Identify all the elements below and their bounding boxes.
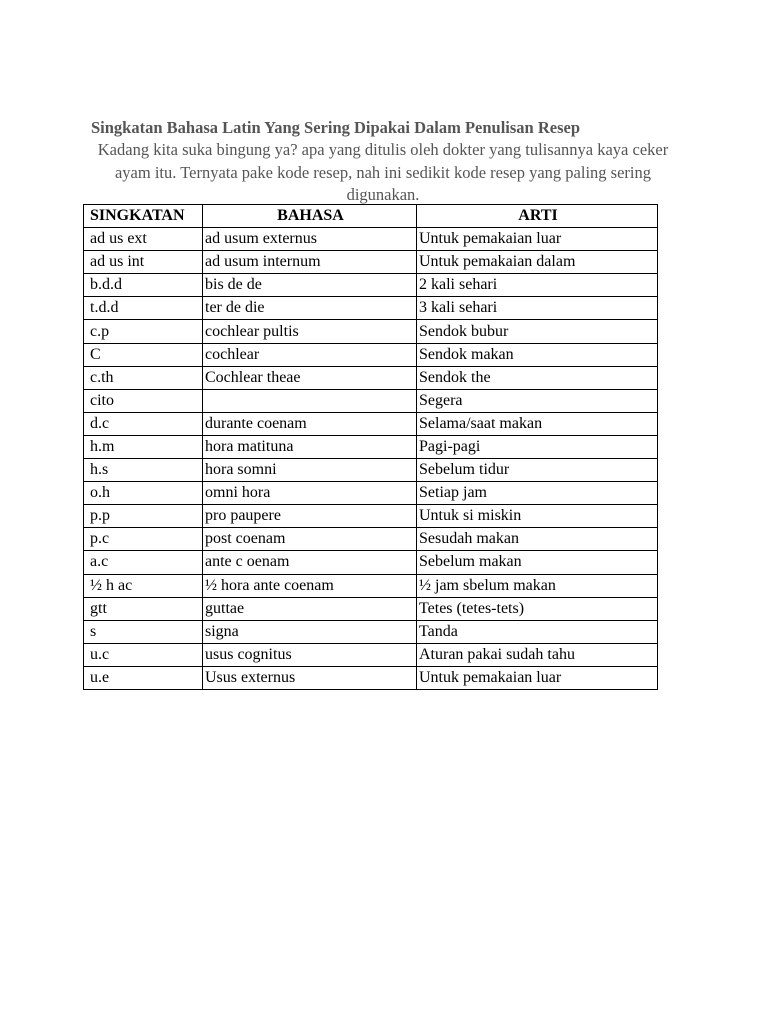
cell-latin: omni hora [203,482,417,505]
cell-latin: guttae [203,597,417,620]
cell-abbr: c.p [84,320,203,343]
cell-abbr: ad us int [84,251,203,274]
cell-abbr: p.c [84,528,203,551]
cell-meaning: Tanda [417,620,658,643]
cell-abbr: p.p [84,505,203,528]
cell-meaning: Sendok the [417,366,658,389]
table-row [84,574,658,597]
cell-latin [203,389,417,412]
cell-latin: signa [203,620,417,643]
intro-paragraph: Kadang kita suka bingung ya? apa yang ditulis oleh dokter yang tulisannya kaya ceker ayam itu. Ternyata pake kode resep, nah ini sedikit kode resep yang paling sering digunakan. [97,140,669,204]
table-header-row [84,205,658,228]
table-row [84,482,658,505]
cell-meaning: Untuk si miskin [417,505,658,528]
cell-latin: usus cognitus [203,643,417,666]
column-header-arti: ARTI [417,205,658,228]
table-body [84,228,658,690]
cell-meaning: Sebelum tidur [417,459,658,482]
table-row [84,366,658,389]
cell-meaning: Tetes (tetes-tets) [417,597,658,620]
cell-meaning: Selama/saat makan [417,412,658,435]
column-header-bahasa: BAHASA [203,205,417,228]
cell-latin: ad usum internum [203,251,417,274]
cell-abbr: h.m [84,435,203,458]
cell-abbr: a.c [84,551,203,574]
cell-abbr: u.c [84,643,203,666]
cell-meaning: Untuk pemakaian luar [417,228,658,251]
cell-abbr: t.d.d [84,297,203,320]
cell-latin: ter de die [203,297,417,320]
cell-latin: ante c oenam [203,551,417,574]
cell-meaning: Untuk pemakaian dalam [417,251,658,274]
cell-abbr: c.th [84,366,203,389]
table-row [84,251,658,274]
cell-meaning: Aturan pakai sudah tahu [417,643,658,666]
cell-latin: hora matituna [203,435,417,458]
cell-latin: cochlear [203,343,417,366]
table-row [84,505,658,528]
table-row [84,274,658,297]
table-row [84,297,658,320]
cell-meaning: Sendok makan [417,343,658,366]
cell-meaning: Pagi-pagi [417,435,658,458]
cell-abbr: s [84,620,203,643]
table-row [84,666,658,689]
cell-latin: hora somni [203,459,417,482]
cell-abbr: cito [84,389,203,412]
table-row [84,228,658,251]
table-row [84,320,658,343]
cell-latin: durante coenam [203,412,417,435]
table-row [84,620,658,643]
cell-meaning: Sebelum makan [417,551,658,574]
cell-latin: Usus externus [203,666,417,689]
table-row [84,459,658,482]
cell-abbr: b.d.d [84,274,203,297]
cell-abbr: gtt [84,597,203,620]
cell-abbr: ½ h ac [84,574,203,597]
cell-latin: bis de de [203,274,417,297]
table-row [84,597,658,620]
table-row [84,389,658,412]
table-row [84,528,658,551]
cell-meaning: Sesudah makan [417,528,658,551]
cell-abbr: ad us ext [84,228,203,251]
cell-meaning: 3 kali sehari [417,297,658,320]
cell-meaning: Untuk pemakaian luar [417,666,658,689]
cell-meaning: Segera [417,389,658,412]
cell-latin: ad usum externus [203,228,417,251]
table-row [84,551,658,574]
cell-abbr: C [84,343,203,366]
cell-meaning: Sendok bubur [417,320,658,343]
cell-latin: cochlear pultis [203,320,417,343]
table-row [84,412,658,435]
cell-meaning: ½ jam sbelum makan [417,574,658,597]
column-header-singkatan: SINGKATAN [84,205,203,228]
table-row [84,643,658,666]
abbreviation-table [83,204,658,690]
cell-abbr: h.s [84,459,203,482]
cell-meaning: Setiap jam [417,482,658,505]
table-row [84,343,658,366]
cell-latin: pro paupere [203,505,417,528]
cell-abbr: d.c [84,412,203,435]
cell-abbr: u.e [84,666,203,689]
table-row [84,435,658,458]
cell-latin: ½ hora ante coenam [203,574,417,597]
cell-latin: post coenam [203,528,417,551]
cell-abbr: o.h [84,482,203,505]
cell-meaning: 2 kali sehari [417,274,658,297]
cell-latin: Cochlear theae [203,366,417,389]
document-title: Singkatan Bahasa Latin Yang Sering Dipakai Dalam Penulisan Resep [91,118,580,137]
